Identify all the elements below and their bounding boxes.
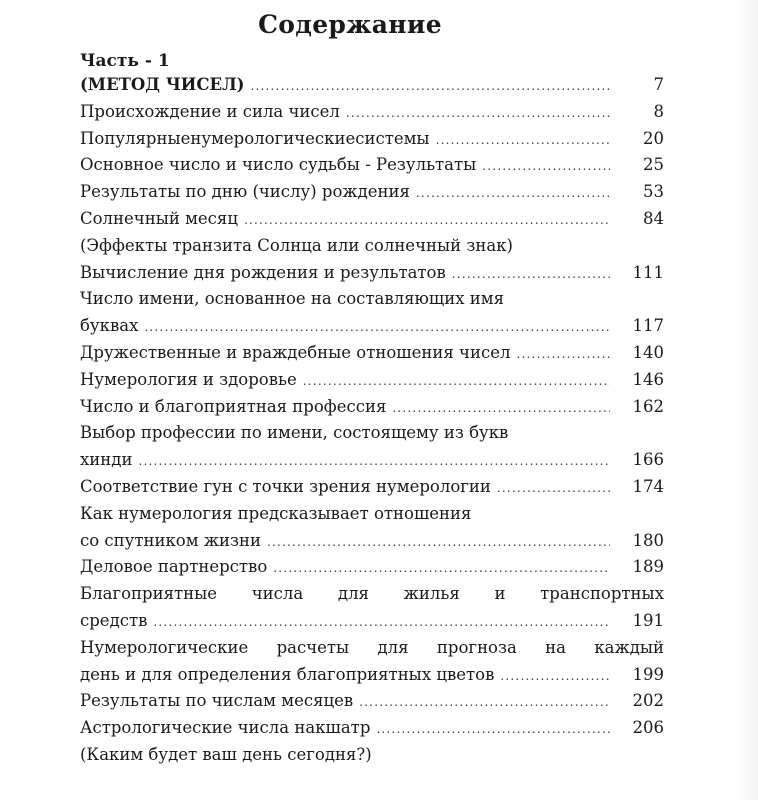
toc-page-number: 8 xyxy=(653,101,664,121)
toc-entry xyxy=(80,367,664,394)
toc-page-number: 146 xyxy=(632,369,664,389)
toc-entry-text: Соответствие гун с точки зрения нумерологии xyxy=(80,476,491,496)
toc-entry-text: Происхождение и сила чисел xyxy=(80,101,340,121)
dot-leader xyxy=(500,663,610,690)
toc-page-number: 25 xyxy=(643,155,664,175)
toc-entry-text: (Эффекты транзита Солнца или солнечный знак) xyxy=(80,235,513,255)
toc-entry xyxy=(80,662,664,689)
toc-entry-text: со спутником жизни xyxy=(80,530,261,550)
toc-page-number: 189 xyxy=(632,557,664,577)
toc-entry xyxy=(80,260,664,287)
page-title: Содержание xyxy=(258,10,442,39)
toc-entry-text: Число и благоприятная профессия xyxy=(80,396,387,416)
toc-entry-text: Солнечный месяц xyxy=(80,208,238,228)
toc-entry xyxy=(80,688,664,715)
dot-leader xyxy=(392,395,610,422)
toc-entry xyxy=(80,99,664,126)
toc-page-number: 174 xyxy=(632,476,664,496)
toc-page-number: 202 xyxy=(632,691,664,711)
toc-page-number: 206 xyxy=(632,718,664,738)
toc-entry-text: Деловое партнерство xyxy=(80,557,268,577)
dot-leader xyxy=(267,529,610,556)
dot-leader xyxy=(144,314,610,341)
dot-leader xyxy=(346,100,610,127)
toc-page-number: 191 xyxy=(632,610,664,630)
dot-leader xyxy=(416,180,610,207)
dot-leader xyxy=(303,368,610,395)
toc-page-number: 53 xyxy=(643,182,664,202)
toc-entry xyxy=(80,206,664,233)
toc-entry xyxy=(80,581,664,608)
toc-entry xyxy=(80,501,664,528)
toc-entry xyxy=(80,72,664,99)
toc-entry xyxy=(80,715,664,742)
toc-entry xyxy=(80,340,664,367)
toc-entry-text: Как нумерология предсказывает отношения xyxy=(80,503,472,523)
toc-page-number: 140 xyxy=(632,342,664,362)
dot-leader xyxy=(250,73,610,100)
toc-entry-text: (Каким будет ваш день сегодня?) xyxy=(80,744,372,764)
toc-entry xyxy=(80,742,664,769)
toc-entry-text: Основное число и число судьбы - Результаты xyxy=(80,155,477,175)
table-of-contents xyxy=(80,72,664,769)
dot-leader xyxy=(273,555,610,582)
dot-leader xyxy=(359,689,610,716)
toc-entry-text: Благоприятные числа для жилья и транспортных xyxy=(80,584,664,604)
toc-entry-text: день и для определения благоприятных цветов xyxy=(80,664,495,684)
toc-page-number: 199 xyxy=(632,664,664,684)
toc-page-number: 84 xyxy=(643,208,664,228)
toc-entry xyxy=(80,394,664,421)
toc-entry-text: Популярныенумерологическиесистемы xyxy=(80,128,430,148)
toc-page-number: 111 xyxy=(632,262,664,282)
toc-entry-text: буквах xyxy=(80,316,139,336)
dot-leader xyxy=(497,475,610,502)
toc-page-number: 20 xyxy=(643,128,664,148)
toc-entry xyxy=(80,554,664,581)
toc-entry-text: Вычисление дня рождения и результатов xyxy=(80,262,446,282)
toc-entry-text: хинди xyxy=(80,450,133,470)
part-heading: Часть - 1 xyxy=(80,51,170,71)
toc-entry-text: (МЕТОД ЧИСЕЛ) xyxy=(80,75,245,94)
toc-page-number: 180 xyxy=(632,530,664,550)
dot-leader xyxy=(244,207,610,234)
toc-entry-text: Результаты по дню (числу) рождения xyxy=(80,182,410,202)
toc-entry-text: Число имени, основанное на составляющих имя xyxy=(80,289,505,309)
toc-entry xyxy=(80,179,664,206)
dot-leader xyxy=(436,127,610,154)
toc-entry-text: Нумерология и здоровье xyxy=(80,369,297,389)
dot-leader xyxy=(376,716,610,743)
toc-entry xyxy=(80,233,664,260)
dot-leader xyxy=(452,261,610,288)
toc-entry xyxy=(80,420,664,447)
toc-entry-text: средств xyxy=(80,610,148,630)
toc-entry xyxy=(80,286,664,313)
dot-leader xyxy=(138,448,610,475)
toc-entry xyxy=(80,608,664,635)
toc-entry-text: Дружественные и враждебные отношения чисел xyxy=(80,342,511,362)
toc-entry xyxy=(80,447,664,474)
dot-leader xyxy=(516,341,610,368)
dot-leader xyxy=(482,153,610,180)
toc-entry-text: Результаты по числам месяцев xyxy=(80,691,354,711)
toc-entry-text: Нумерологические расчеты для прогноза на каждый xyxy=(80,637,664,657)
toc-entry-text: Астрологические числа накшатр xyxy=(80,718,371,738)
toc-entry xyxy=(80,152,664,179)
toc-entry-text: Выбор профессии по имени, состоящему из букв xyxy=(80,423,509,443)
toc-entry xyxy=(80,528,664,555)
toc-entry xyxy=(80,313,664,340)
toc-page-number: 166 xyxy=(632,450,664,470)
toc-page-number: 162 xyxy=(632,396,664,416)
toc-entry xyxy=(80,126,664,153)
toc-entry xyxy=(80,474,664,501)
toc-entry xyxy=(80,635,664,662)
toc-page-number: 117 xyxy=(632,316,664,336)
toc-page-number: 7 xyxy=(653,75,664,94)
dot-leader xyxy=(153,609,610,636)
